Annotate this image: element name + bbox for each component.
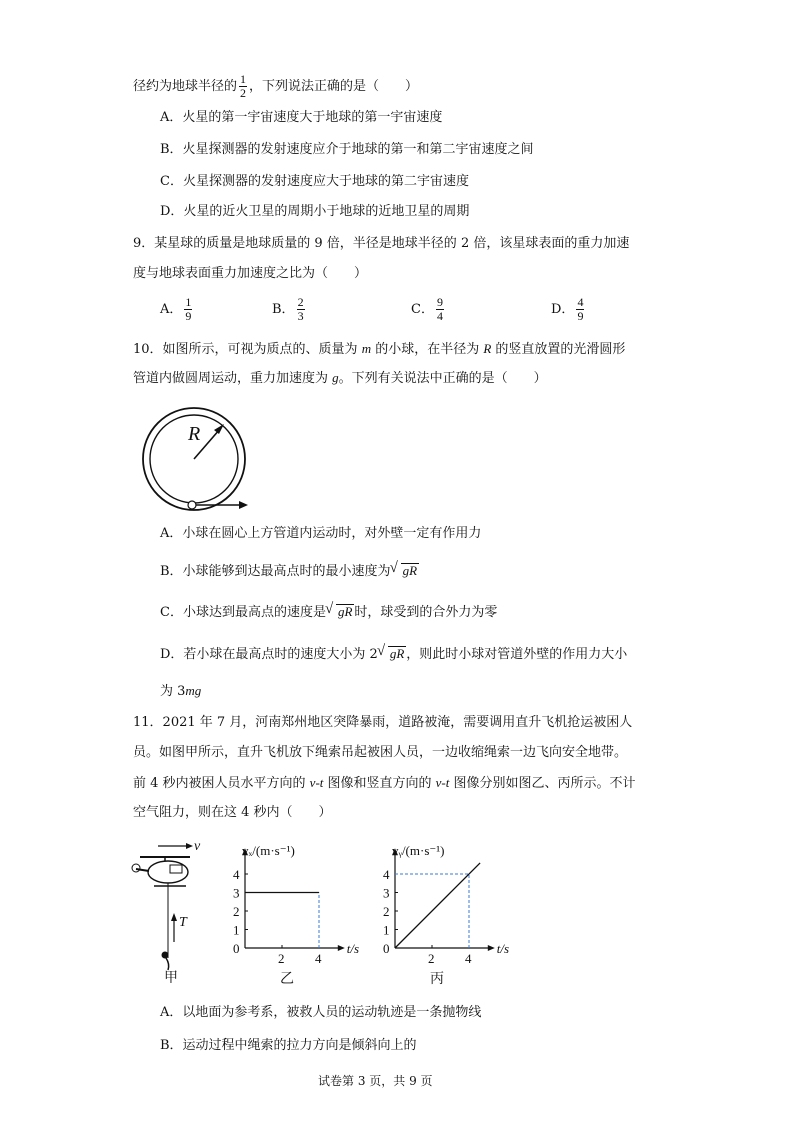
caption-jia: 甲 — [164, 971, 178, 983]
q9-option-a-letter: A． — [160, 302, 183, 318]
q10-option-c-a: C．小球达到最高点的速度是 — [160, 605, 326, 620]
q10-stem-line2 — [133, 371, 547, 385]
q9-stem-line1: 9．某星球的质量是地球质量的 9 倍，半径是地球半径的 2 倍，该星球表面的重力加速 — [133, 236, 630, 251]
q8-stem-prefix: 径约为地球半径的 — [133, 79, 238, 95]
y-tick-label: 2 — [233, 904, 240, 919]
q10-g-symbol: g — [332, 370, 339, 385]
q10-l1b: 的小球，在半径为 — [371, 342, 484, 357]
q11-l3c: 图像分别如图乙、丙所示。不计 — [449, 776, 636, 791]
velocity-arrowhead — [186, 843, 193, 849]
radius-label: R — [188, 423, 201, 445]
ball — [188, 501, 196, 509]
q10-d-radicand: gR — [389, 646, 405, 661]
q9-option-b-letter: B． — [272, 302, 295, 318]
y-tick-label: 3 — [233, 885, 240, 901]
q11-helicopter-figure — [130, 838, 210, 983]
q9-c-den: 4 — [436, 309, 443, 324]
tension-arrowhead — [171, 913, 177, 921]
q10-option-a[interactable]: A．小球在圆心上方管道内运动时，对外壁一定有作用力 — [160, 526, 482, 541]
y-tick-label: 2 — [383, 904, 390, 919]
x-axis-label: t/s — [346, 941, 360, 956]
radius-arrowhead — [214, 424, 224, 434]
q10-circular-pipe-figure — [132, 404, 262, 516]
q10-stem-line1 — [133, 342, 625, 356]
q10-l1c: 的竖直放置的光滑圆形 — [491, 342, 626, 357]
q10-l2b: 。下列有关说法中正确的是（ ） — [338, 371, 547, 386]
q11-chart-bing — [375, 838, 535, 988]
y-tick-label: 1 — [383, 922, 390, 938]
q10-l2a: 管道内做圆周运动，重力加速度为 — [133, 371, 333, 386]
q11-vt1: v-t — [309, 775, 324, 790]
q10-option-d-c-prefix: 为 3 — [160, 684, 186, 699]
q11-stem-line2: 员。如图甲所示，直升飞机放下绳索吊起被困人员，一边收缩绳索一边飞向安全地带。 — [133, 745, 628, 760]
q9-option-d[interactable] — [551, 296, 586, 323]
q11-vt2: v-t — [435, 775, 450, 790]
q9-a-num: 1 — [185, 295, 192, 309]
x-tick-label: 2 — [278, 951, 285, 966]
chart-caption: 丙 — [430, 972, 444, 987]
q9-b-num: 2 — [297, 295, 304, 309]
q9-c-num: 9 — [436, 295, 443, 309]
tail-rotor — [132, 864, 140, 872]
person-head — [162, 952, 169, 959]
q10-option-b-text: B．小球能够到达最高点时的最小速度为 — [160, 564, 391, 579]
y-axis-label: vᵧ/(m·s⁻¹) — [392, 843, 445, 859]
q10-option-d-cont — [160, 684, 201, 698]
q10-option-c[interactable] — [160, 604, 497, 619]
q8-frac-num: 1 — [240, 72, 247, 86]
q11-stem-line3 — [133, 776, 636, 790]
tension-label: T — [179, 915, 187, 930]
helicopter-window — [170, 865, 182, 873]
q11-stem-line1: 11．2021 年 7 月，河南郑州地区突降暴雨，道路被淹，需要调用直升飞机抢运被困人 — [133, 715, 633, 730]
q10-option-d-b: ，则此时小球对管道外壁的作用力大小 — [406, 647, 628, 662]
q10-c-radicand: gR — [337, 604, 353, 619]
x-tick-label: 4 — [465, 951, 472, 966]
q10-option-d-c-mg: mg — [185, 683, 202, 698]
q10-mass-symbol: m — [361, 341, 372, 356]
q9-option-d-letter: D． — [551, 302, 575, 318]
y-tick-label: 4 — [383, 867, 390, 882]
q8-stem-suffix: ，下列说法正确的是（ ） — [249, 79, 419, 95]
q10-option-d-a: D．若小球在最高点时的速度大小为 2 — [160, 647, 378, 662]
y-tick-label: 3 — [383, 885, 390, 901]
q11-stem-line4: 空气阻力，则在这 4 秒内（ ） — [133, 805, 332, 820]
q9-option-b-frac — [297, 296, 305, 323]
q10-radius-symbol: R — [483, 341, 492, 356]
y-tick-label: 0 — [233, 941, 240, 956]
helicopter-tail — [136, 869, 149, 871]
q8-option-d[interactable]: D．火星的近火卫星的周期小于地球的近地卫星的周期 — [160, 204, 470, 219]
q9-d-den: 9 — [577, 309, 584, 324]
q10-b-radicand: gR — [402, 563, 418, 578]
q8-option-c[interactable]: C．火星探测器的发射速度应大于地球的第二宇宙速度 — [160, 174, 469, 189]
q9-option-c[interactable] — [411, 296, 446, 323]
page-footer: 试卷第 3 页，共 9 页 — [318, 1074, 433, 1088]
q9-option-c-letter: C． — [411, 302, 434, 318]
q8-frac-den: 2 — [240, 86, 247, 101]
q9-option-d-frac — [576, 296, 584, 323]
q10-option-b[interactable] — [160, 563, 419, 578]
person-body — [166, 958, 169, 970]
q9-stem-line2: 度与地球表面重力加速度之比为（ ） — [133, 266, 368, 281]
x-axis-label: t/s — [496, 941, 510, 956]
q9-option-b[interactable] — [272, 296, 307, 323]
velocity-arrowhead — [239, 501, 248, 509]
q10-option-c-b: 时，球受到的合外力为零 — [354, 605, 498, 620]
q11-option-a[interactable]: A．以地面为参考系，被救人员的运动轨迹是一条抛物线 — [160, 1005, 482, 1020]
q9-a-den: 9 — [185, 309, 192, 324]
q10-l1a: 10．如图所示，可视为质点的、质量为 — [133, 342, 362, 357]
q9-d-num: 4 — [577, 295, 584, 309]
q8-option-b[interactable]: B．火星探测器的发射速度应介于地球的第一和第二宇宙速度之间 — [160, 142, 534, 157]
y-axis-label: vₓ/(m·s⁻¹) — [242, 843, 295, 859]
q10-option-b-sqrt — [391, 563, 419, 577]
q11-option-b[interactable]: B．运动过程中绳索的拉力方向是倾斜向上的 — [160, 1038, 417, 1053]
q8-stem — [133, 73, 418, 100]
series-line — [395, 863, 480, 948]
q10-option-d[interactable] — [160, 646, 627, 661]
q9-b-den: 3 — [297, 309, 304, 324]
q9-option-a-frac — [184, 296, 192, 323]
y-tick-label: 1 — [233, 922, 240, 938]
q8-option-a[interactable]: A．火星的第一宇宙速度大于地球的第一宇宙速度 — [160, 110, 443, 125]
x-tick-label: 4 — [315, 951, 322, 966]
x-tick-label: 2 — [428, 951, 435, 966]
q10-option-c-sqrt — [326, 604, 354, 618]
x-axis-arrowhead — [338, 945, 345, 951]
q8-fraction — [239, 73, 247, 100]
q11-l3b: 图像和竖直方向的 — [323, 776, 436, 791]
q11-l3a: 前 4 秒内被困人员水平方向的 — [133, 776, 310, 791]
velocity-label: v — [194, 839, 201, 854]
q9-option-a[interactable] — [160, 296, 194, 323]
y-tick-label: 0 — [383, 941, 390, 956]
y-tick-label: 4 — [233, 867, 240, 882]
chart-caption: 乙 — [280, 972, 294, 987]
q10-option-d-sqrt — [378, 646, 406, 660]
x-axis-arrowhead — [488, 945, 495, 951]
q9-option-c-frac — [436, 296, 444, 323]
q11-chart-yi — [225, 838, 385, 988]
